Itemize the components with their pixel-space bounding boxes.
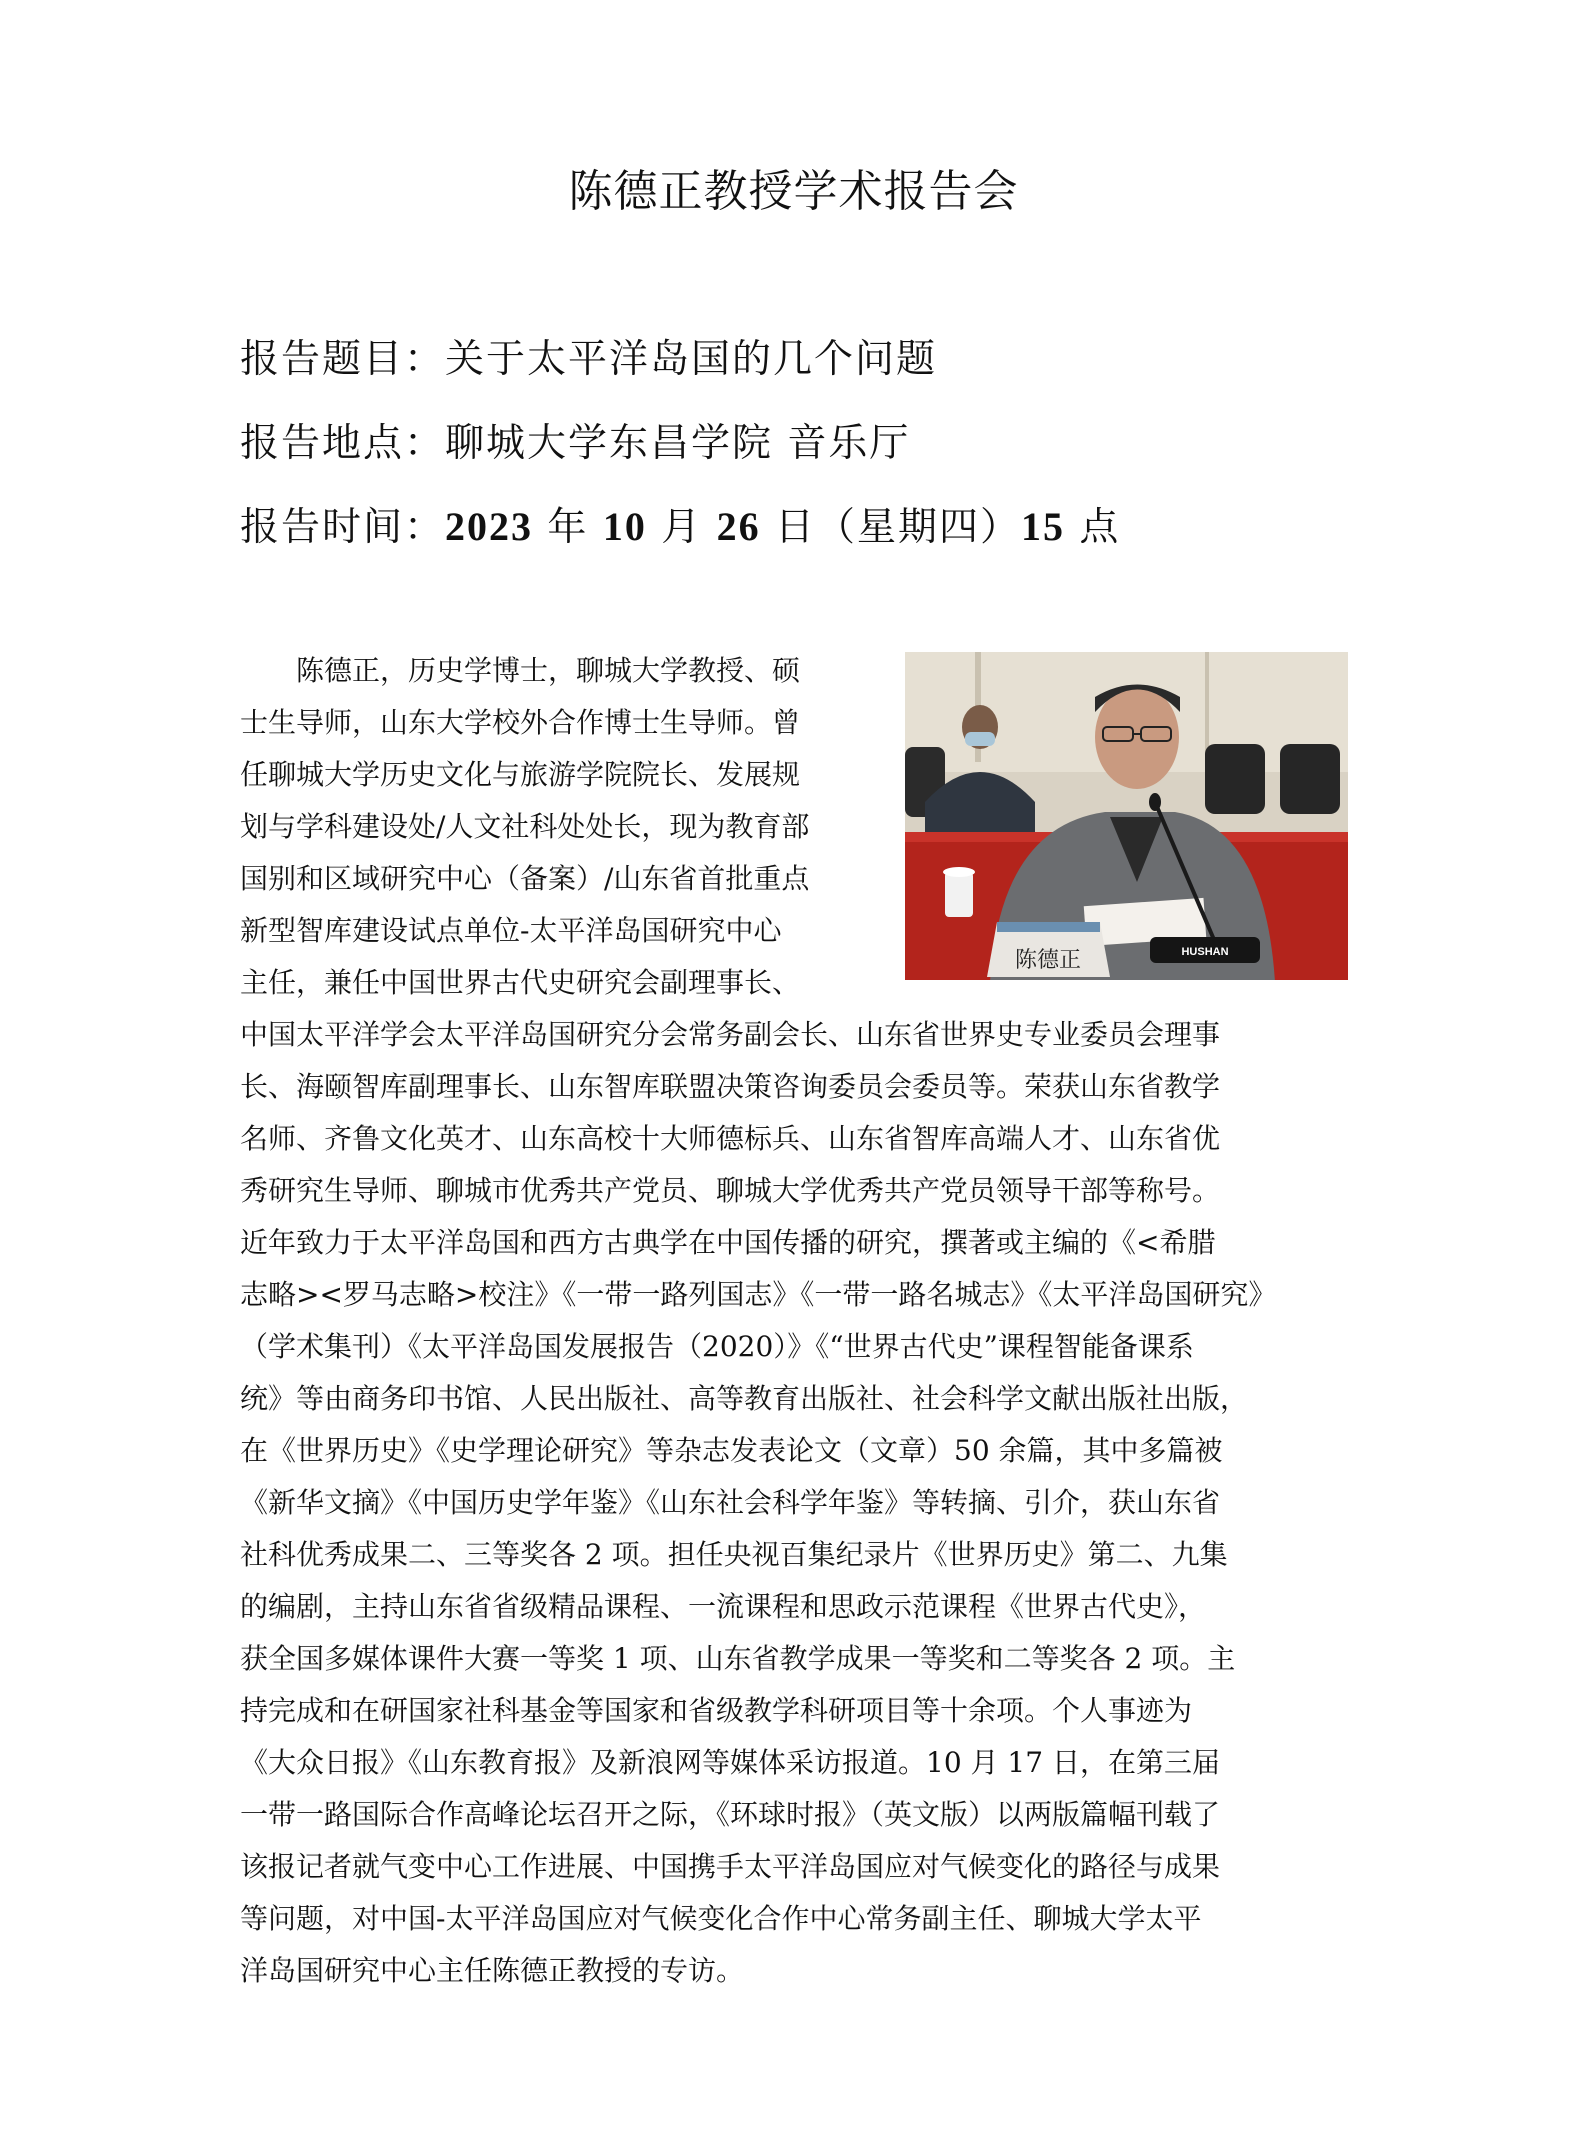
topic-value: 关于太平洋岛国的几个问题 bbox=[445, 337, 938, 382]
bio-line: 社科优秀成果二、三等奖各 2 项。担任央视百集纪录片《世界历史》第二、九集 bbox=[240, 1538, 1228, 1571]
time-month-unit: 月 bbox=[646, 505, 717, 550]
bio-line: 长、海颐智库副理事长、山东智库联盟决策咨询委员会委员等。荣获山东省教学 bbox=[240, 1070, 1221, 1103]
time-day: 26 bbox=[716, 504, 761, 549]
bio-line: 中国太平洋学会太平洋岛国研究分会常务副会长、山东省世界史专业委员会理事 bbox=[240, 1018, 1221, 1051]
bio-line: 《大众日报》《山东教育报》及新浪网等媒体采访报道。10 月 17 日，在第三届 bbox=[240, 1746, 1220, 1779]
bio-line: 国别和区域研究中心（备案）/山东省首批重点 bbox=[240, 862, 810, 895]
time-day-unit: 日（星期四） bbox=[760, 505, 1022, 550]
bio-line: 志略><罗马志略>校注》《一带一路列国志》《一带一路名城志》《太平洋岛国研究》 bbox=[240, 1278, 1277, 1311]
bio-line: 秀研究生导师、聊城市优秀共产党员、聊城大学优秀共产党员领导干部等称号。 bbox=[240, 1174, 1221, 1207]
bio-line: 主任，兼任中国世界古代史研究会副理事长、 bbox=[240, 966, 801, 999]
time-hour-unit: 点 bbox=[1065, 505, 1121, 550]
time-hour: 15 bbox=[1021, 504, 1066, 549]
time-year: 2023 bbox=[445, 504, 534, 549]
bio-line: 陈德正，历史学博士，聊城大学教授、硕 bbox=[240, 654, 801, 687]
bio-line: 一带一路国际合作高峰论坛召开之际，《环球时报》（英文版）以两版篇幅刊载了 bbox=[240, 1798, 1221, 1831]
bio-line: 的编剧，主持山东省省级精品课程、一流课程和思政示范课程《世界古代史》， bbox=[240, 1590, 1207, 1623]
time-label: 报告时间： bbox=[240, 505, 446, 550]
nameplate-label: 陈德正 bbox=[1014, 948, 1082, 973]
bio-line: 在《世界历史》《史学理论研究》等杂志发表论文（文章）50 余篇，其中多篇被 bbox=[240, 1434, 1223, 1467]
page-title: 陈德正教授学术报告会 bbox=[568, 166, 1019, 217]
time-year-unit: 年 bbox=[533, 505, 603, 550]
bio-line: 名师、齐鲁文化英才、山东高校十大师德标兵、山东省智库高端人才、山东省优 bbox=[240, 1122, 1221, 1155]
report-topic-row bbox=[240, 328, 937, 384]
topic-label: 报告题目： bbox=[240, 337, 446, 382]
bio-line: 等问题，对中国-太平洋岛国应对气候变化合作中心常务副主任、聊城大学太平 bbox=[240, 1902, 1202, 1935]
bio-line: 士生导师，山东大学校外合作博士生导师。曾 bbox=[240, 706, 801, 739]
report-time-row bbox=[240, 496, 1120, 552]
place-value: 聊城大学东昌学院 音乐厅 bbox=[445, 421, 911, 466]
biography-text bbox=[240, 645, 1348, 1997]
bio-line: （学术集刊）《太平洋岛国发展报告（2020）》《“世界古代史”课程智能备课系 bbox=[240, 1330, 1194, 1363]
mic-brand-label: HUSHAN bbox=[1181, 946, 1229, 958]
bio-line: 新型智库建设试点单位-太平洋岛国研究中心 bbox=[240, 914, 782, 947]
bio-line: 《新华文摘》《中国历史学年鉴》《山东社会科学年鉴》等转摘、引介，获山东省 bbox=[240, 1486, 1221, 1519]
time-month: 10 bbox=[602, 504, 647, 549]
bio-line: 划与学科建设处/人文社科处处长，现为教育部 bbox=[240, 810, 810, 843]
bio-line: 该报记者就气变中心工作进展、中国携手太平洋岛国应对气候变化的路径与成果 bbox=[240, 1850, 1221, 1883]
bio-line: 持完成和在研国家社科基金等国家和省级教学科研项目等十余项。个人事迹为 bbox=[240, 1694, 1193, 1727]
place-label: 报告地点： bbox=[240, 421, 446, 466]
bio-line: 任聊城大学历史文化与旅游学院院长、发展规 bbox=[240, 758, 801, 791]
bio-line: 统》等由商务印书馆、人民出版社、高等教育出版社、社会科学文献出版社出版， bbox=[240, 1382, 1249, 1415]
bio-line: 获全国多媒体课件大赛一等奖 1 项、山东省教学成果一等奖和二等奖各 2 项。主 bbox=[240, 1642, 1236, 1675]
bio-line: 近年致力于太平洋岛国和西方古典学在中国传播的研究，撰著或主编的《<希腊 bbox=[240, 1226, 1216, 1259]
bio-line: 洋岛国研究中心主任陈德正教授的专访。 bbox=[240, 1954, 745, 1987]
report-place-row bbox=[240, 412, 910, 468]
